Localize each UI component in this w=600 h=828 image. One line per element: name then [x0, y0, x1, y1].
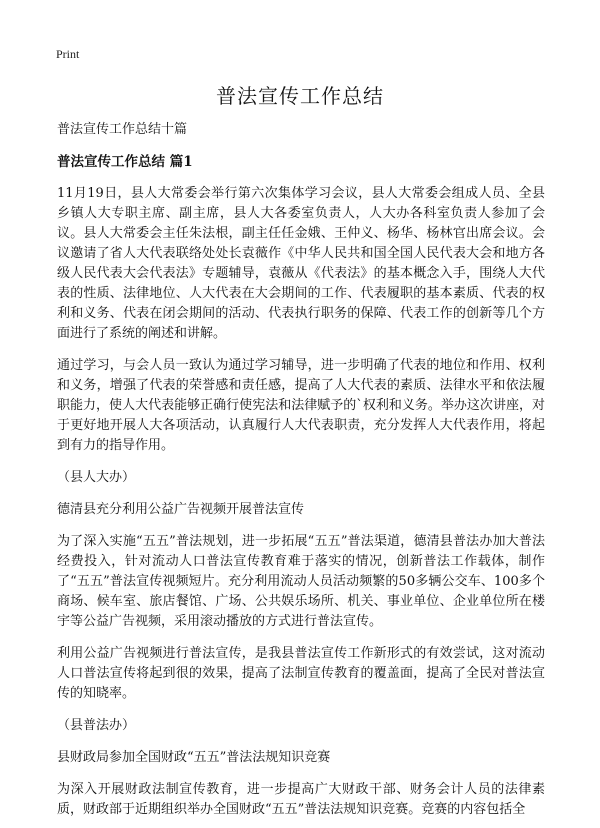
- document-subtitle: 普法宣传工作总结十篇: [57, 122, 188, 137]
- document-title: 普法宣传工作总结: [216, 84, 384, 108]
- paragraph-1: 11月19日，县人大常委会举行第六次集体学习会议，县人大常委会组成人员、全县乡镇人大专职主席、副主席，县人大各委室负责人，人大办各科室负责人参加了会议。县人大常委会主任朱法根，副主任任金娥、王仲义、杨华、杨林官出席会议。会议邀请了省人大代表联络处处长袁薇作《中华人民共和国全国人民代表大会和地方各级人民代表大会代表法》专题辅导，袁薇从《代表法》的基本概念入手，围绕人大代表的性质、法律地位、人大代表在大会期间的工作、代表履职的基本素质、代表的权利和义务、代表在闭会期间的活动、代表执行职务的保障、代表工作的创新等几个方面进行了系统的阐述和讲解。: [57, 186, 545, 341]
- section-heading: 普法宣传工作总结 篇1: [57, 154, 193, 170]
- paragraph-4: 利用公益广告视频进行普法宣传，是我县普法宣传工作新形式的有效尝试，这对流动人口普法宣传将起到很的效果，提高了法制宣传教育的覆盖面，提高了全民对普法宣传的知晓率。: [57, 646, 545, 701]
- article-title-2: 县财政局参加全国财政“五五”普法法规知识竞赛: [57, 750, 331, 765]
- source-note-2: （县普法办）: [57, 718, 136, 733]
- document-body: [57, 120, 545, 828]
- article-title-1: 德清县充分利用公益广告视频开展普法宣传: [57, 502, 305, 517]
- print-link[interactable]: Print: [56, 47, 80, 61]
- source-note-1: （县人大办）: [57, 470, 136, 485]
- paragraph-2: 通过学习，与会人员一致认为通过学习辅导，进一步明确了代表的地位和作用、权利和义务，增强了代表的荣誉感和责任感，提高了人大代表的素质、法律水平和依法履职能力，使人大代表能够正确行使宪法和法律赋予的`权利和义务。举办这次讲座，对于更好地开展人大各项活动，认真履行人大代表职责，充分发挥人大代表作用，将起到有力的指导作用。: [57, 358, 545, 453]
- paragraph-3: 为了深入实施“五五”普法规划，进一步拓展“五五”普法渠道，德清县普法办加大普法经费投入，针对流动人口普法宣传教育难于落实的情况，创新普法工作载体，制作了“五五”普法宣传视频短片。充分利用流动人员活动频繁的50多辆公交车、100多个商场、候车室、旅店餐馆、广场、公共娱乐场所、机关、事业单位、企业单位所在楼宇等公益广告视频，采用滚动播放的方式进行普法宣传。: [57, 534, 545, 629]
- paragraph-5: 为深入开展财政法制宣传教育，进一步提高广大财政干部、财务会计人员的法律素质，财政部于近期组织举办全国财政“五五”普法法规知识竞赛。竞赛的内容包括全: [57, 782, 545, 817]
